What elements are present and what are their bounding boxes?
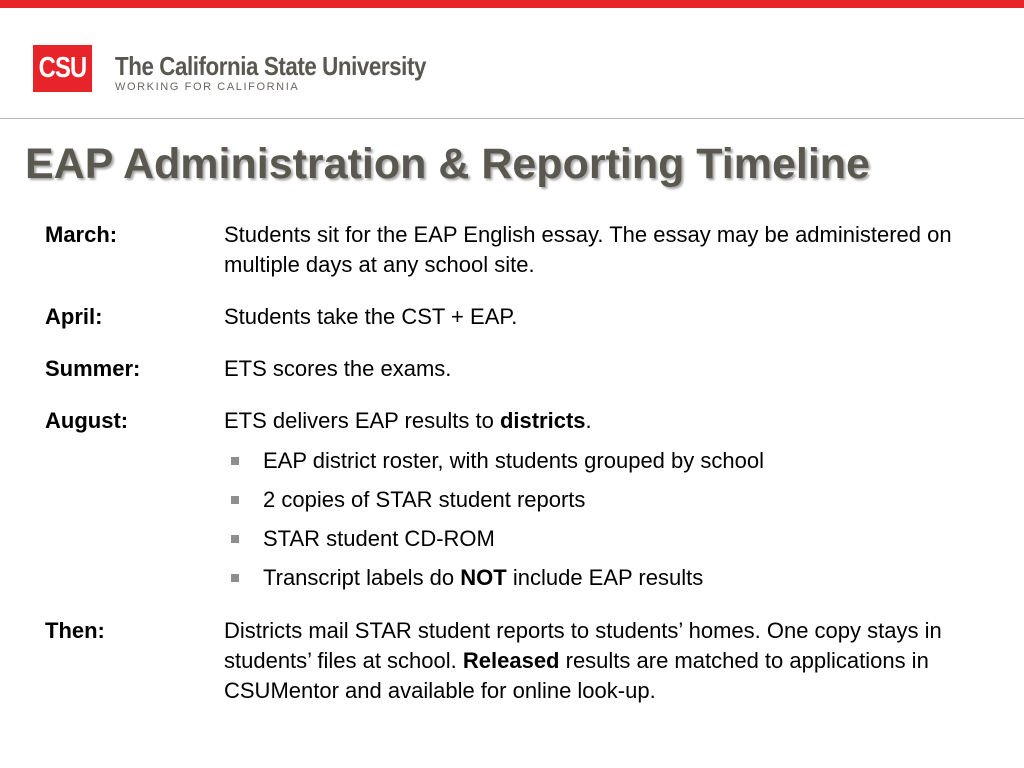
university-tagline: WORKING FOR CALIFORNIA	[115, 81, 300, 93]
timeline-text-august	[224, 406, 1004, 436]
then-text-part: Districts mail STAR student reports to students’ homes. One copy stays in students’ files at school.	[224, 618, 942, 673]
timeline-text-march: Students sit for the EAP English essay. The essay may be administered on multiple days at any school site.	[224, 222, 952, 277]
timeline-label-august: August:	[45, 408, 129, 433]
header-divider	[0, 118, 1024, 119]
csu-logo-mark: CSU	[33, 45, 92, 92]
bullet-text: 2 copies of STAR student reports	[263, 487, 586, 512]
timeline-label-then: Then:	[45, 618, 105, 643]
timeline-text-summer: ETS scores the exams.	[224, 356, 452, 381]
then-text-part: results are matched to applications in CSUMentor and available for online look-up.	[224, 648, 929, 703]
page-title: EAP Administration & Reporting Timeline	[25, 140, 870, 188]
timeline-label-april: April:	[45, 304, 103, 329]
timeline-label-march: March:	[45, 222, 118, 247]
timeline-text-april: Students take the CST + EAP.	[224, 304, 518, 329]
square-bullet-icon	[231, 496, 239, 504]
square-bullet-icon	[231, 574, 239, 582]
bullet-text-emphasis: NOT	[460, 565, 507, 590]
then-text-emphasis: Released	[462, 648, 560, 673]
timeline-label-summer: Summer:	[45, 356, 141, 381]
august-text-emphasis: districts	[499, 408, 586, 433]
timeline-text-then	[224, 616, 1004, 706]
august-text-part: .	[585, 408, 592, 433]
top-accent-bar	[0, 0, 1024, 8]
university-name: The California State University	[115, 51, 426, 81]
square-bullet-icon	[231, 535, 239, 543]
bullet-text	[263, 563, 703, 593]
bullet-text-part: include EAP results	[506, 565, 704, 590]
bullet-text: EAP district roster, with students grouped by school	[263, 448, 764, 473]
august-text-part: ETS delivers EAP results to	[224, 408, 500, 433]
bullet-text-part: Transcript labels do	[263, 565, 461, 590]
square-bullet-icon	[231, 457, 239, 465]
bullet-text: STAR student CD-ROM	[263, 526, 495, 551]
